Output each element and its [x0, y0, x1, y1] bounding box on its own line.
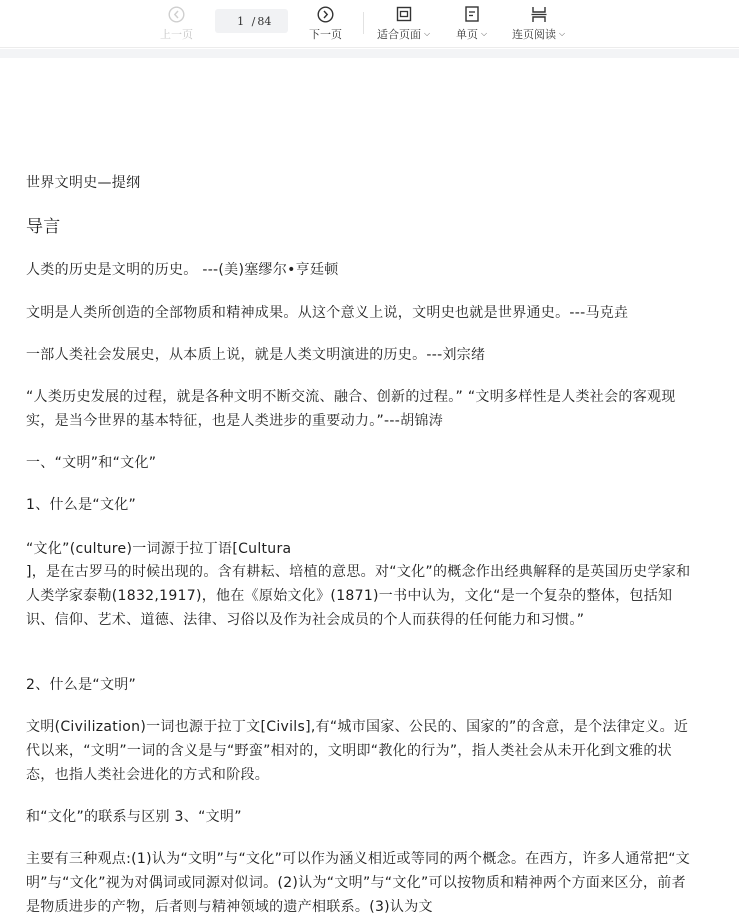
subsection-heading: 2、什么是“文明”	[26, 677, 137, 693]
continuous-read-icon	[531, 4, 547, 24]
reader-toolbar	[0, 0, 739, 48]
continuous-read-button[interactable]	[512, 4, 565, 42]
section-heading: 一、“文明”和“文化”	[26, 455, 157, 471]
chevron-down-icon: ⌵	[559, 29, 566, 38]
prev-page-label: 上一页	[160, 28, 193, 41]
fit-page-button[interactable]	[377, 4, 430, 42]
page-indicator	[215, 9, 288, 33]
subsection-heading: 和“文化”的联系与区别 3、“文明”	[26, 809, 242, 825]
next-page-button[interactable]	[309, 4, 342, 42]
fit-page-label: 适合页面	[377, 28, 421, 41]
toolbar-divider	[363, 12, 364, 34]
paragraph: 人类的历史是文明的历史。 ---(美)塞缪尔•亨廷顿	[26, 262, 339, 278]
single-page-label: 单页	[456, 28, 478, 41]
continuous-read-label: 连页阅读	[512, 28, 556, 41]
prev-page-button[interactable]	[160, 4, 193, 42]
page-separator: /	[251, 14, 256, 28]
page-total: 84	[257, 14, 272, 28]
paragraph: ]，是在古罗马的时候出现的。含有耕耘、培植的意思。对“文化”的概念作出经典解释的是英国历史学家和人类学家泰勒(1832,1917)，他在《原始文化》(1871)一书中认为，文化“是一个复杂的整体，包括知识、信仰、艺术、道德、法律、习俗以及作为社会成员的个人而获得的任何能力和习惯。”	[26, 564, 691, 628]
page-number-input[interactable]	[232, 15, 250, 28]
chevron-down-icon: ⌵	[424, 29, 431, 38]
chevron-left-circle-icon	[168, 4, 185, 24]
paragraph: 文明是人类所创造的全部物质和精神成果。从这个意义上说，文明史也就是世界通史。---马克垚	[26, 305, 629, 321]
single-page-button[interactable]	[456, 4, 487, 42]
paragraph: 主要有三种观点:(1)认为“文明”与“文化”可以作为涵义相近或等同的两个概念。在西方，许多人通常把“文明”与“文化”视为对偶词或同源对似词。(2)认为“文明”与“文化”可以按物质和精神两个方面来区分，前者是物质进步的产物，后者则与精神领域的遗产相联系。(3)认为文	[26, 851, 691, 915]
paragraph: “文化”(culture)一词源于拉丁语[Cultura	[26, 541, 292, 557]
page-gap	[0, 49, 739, 58]
single-page-icon	[465, 4, 479, 24]
fit-page-icon	[396, 4, 412, 24]
chevron-down-icon: ⌵	[481, 29, 488, 38]
chevron-right-circle-icon	[317, 4, 334, 24]
next-page-label: 下一页	[309, 28, 342, 41]
paragraph: 文明(Civilization)一词也源于拉丁文[Civils],有“城市国家、公民的、国家的”的含意，是个法律定义。近代以来，“文明”一词的含义是与“野蛮”相对的，文明即“教化的行为”，指人类社会从未开化到文雅的状态，也指人类社会进化的方式和阶段。	[26, 719, 689, 783]
subsection-heading: 1、什么是“文化”	[26, 497, 137, 513]
paragraph: “人类历史发展的过程，就是各种文明不断交流、融合、创新的过程。” “文明多样性是人类社会的客观现实，是当今世界的基本特征，也是人类进步的重要动力。”---胡锦涛	[26, 389, 676, 429]
doc-heading: 导言	[26, 217, 61, 237]
doc-title: 世界文明史—提纲	[26, 175, 141, 191]
paragraph: 一部人类社会发展史，从本质上说，就是人类文明演进的历史。---刘宗绪	[26, 347, 486, 363]
